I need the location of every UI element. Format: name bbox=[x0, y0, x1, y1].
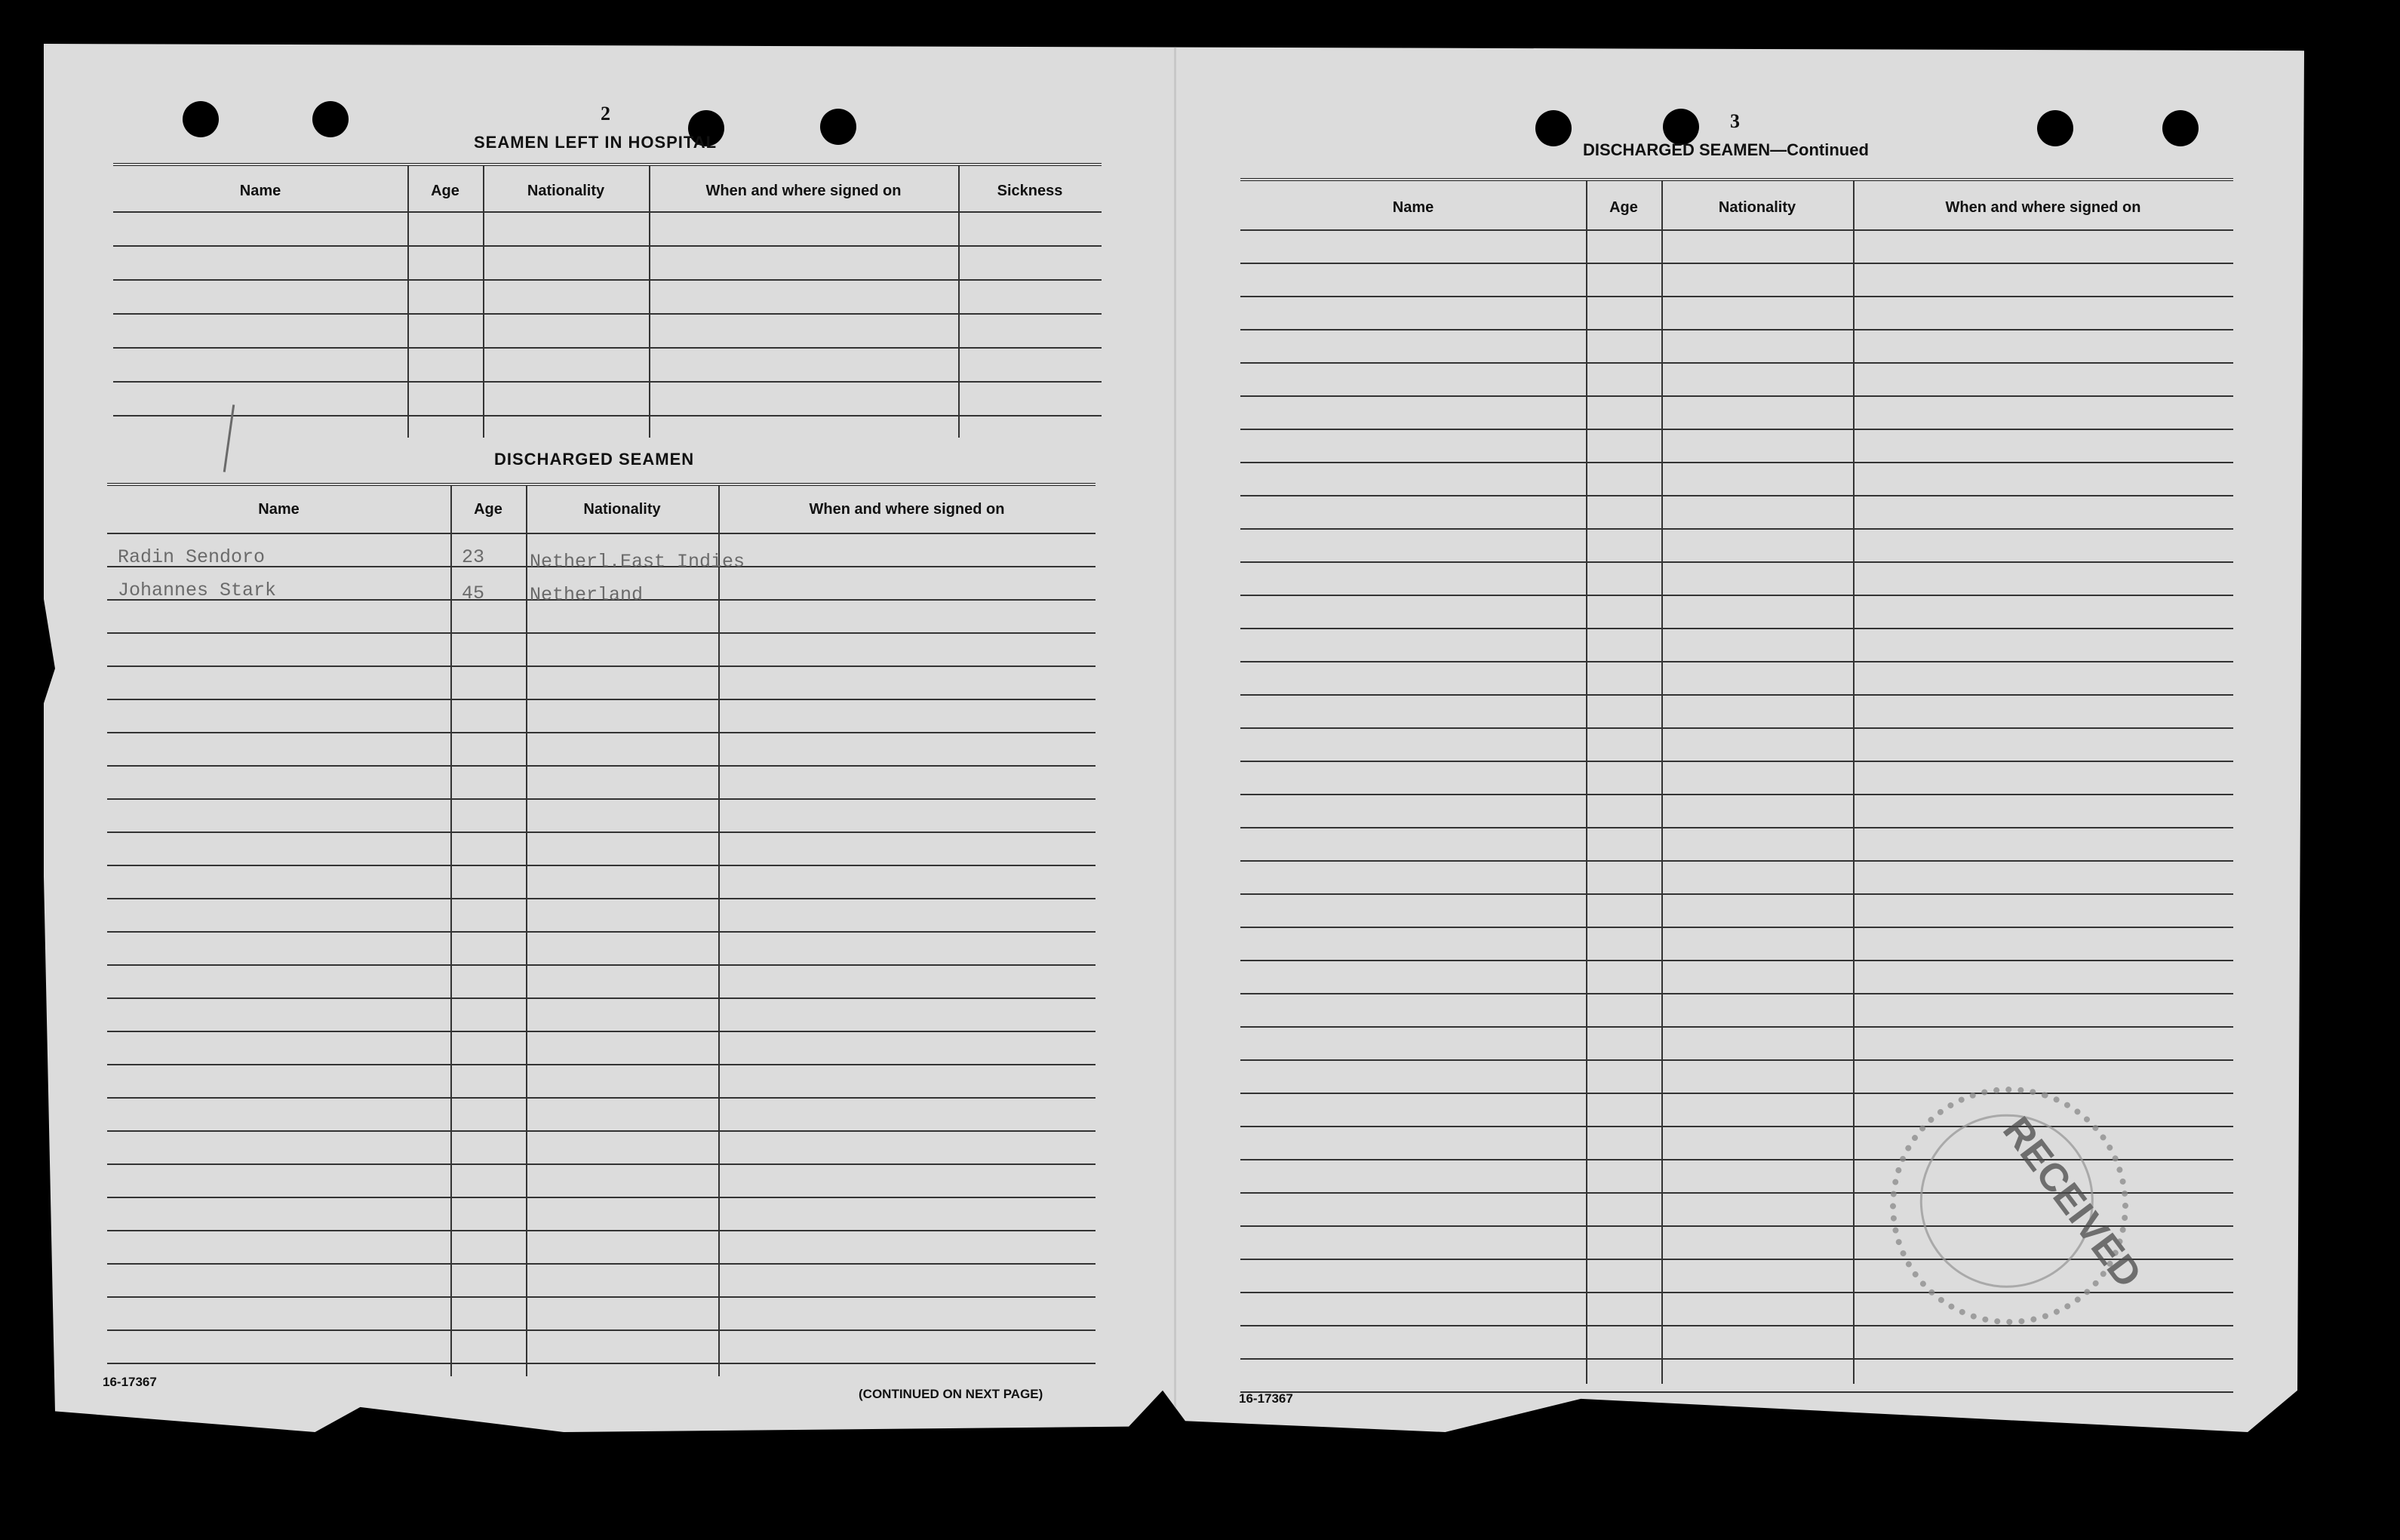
row-rule bbox=[1240, 528, 2233, 530]
row-rule bbox=[107, 699, 1096, 700]
column-divider bbox=[407, 166, 409, 438]
row-rule bbox=[113, 279, 1102, 281]
row-rule bbox=[107, 1197, 1096, 1198]
seaman-nationality: Netherland bbox=[530, 584, 644, 606]
seaman-name: Radin Sendoro bbox=[118, 546, 266, 568]
row-rule bbox=[107, 1097, 1096, 1099]
row-rule bbox=[113, 313, 1102, 315]
row-rule bbox=[107, 632, 1096, 634]
punch-hole bbox=[2037, 110, 2073, 146]
row-rule bbox=[107, 1031, 1096, 1032]
row-rule bbox=[1240, 727, 2233, 729]
continued-note: (CONTINUED ON NEXT PAGE) bbox=[859, 1387, 1043, 1401]
row-rule bbox=[1240, 495, 2233, 496]
row-rule bbox=[107, 964, 1096, 966]
column-divider bbox=[649, 166, 650, 438]
column-header-nationality: Nationality bbox=[583, 501, 661, 518]
column-header-name: Name bbox=[1392, 199, 1434, 216]
row-rule bbox=[1240, 462, 2233, 463]
row-rule bbox=[1240, 661, 2233, 662]
column-divider bbox=[958, 166, 960, 438]
punch-hole bbox=[1663, 109, 1699, 145]
row-rule bbox=[107, 1363, 1096, 1364]
form-number: 16-17367 bbox=[1239, 1391, 1293, 1406]
punch-hole bbox=[183, 101, 219, 137]
page-number: 3 bbox=[1730, 110, 1740, 132]
column-header-nationality: Nationality bbox=[527, 183, 605, 199]
row-rule bbox=[1240, 794, 2233, 795]
row-rule bbox=[1240, 561, 2233, 563]
row-rule bbox=[113, 245, 1102, 247]
row-rule bbox=[107, 997, 1096, 999]
seaman-name: Johannes Stark bbox=[118, 579, 277, 601]
row-rule bbox=[113, 211, 1102, 213]
column-header-age: Age bbox=[474, 501, 502, 518]
row-rule bbox=[1240, 761, 2233, 762]
row-rule bbox=[107, 533, 1096, 534]
column-header-age: Age bbox=[1609, 199, 1638, 216]
hospital-section-title: SEAMEN LEFT IN HOSPITAL bbox=[474, 133, 718, 152]
row-rule bbox=[1240, 827, 2233, 828]
column-divider bbox=[483, 166, 484, 438]
row-rule bbox=[107, 831, 1096, 833]
row-rule bbox=[107, 1329, 1096, 1331]
row-rule bbox=[1240, 362, 2233, 364]
seaman-age: 23 bbox=[462, 546, 485, 568]
row-rule bbox=[113, 381, 1102, 383]
row-rule bbox=[1240, 993, 2233, 994]
column-header-signed-on: When and where signed on bbox=[705, 183, 902, 199]
row-rule bbox=[107, 732, 1096, 733]
row-rule bbox=[1240, 329, 2233, 330]
row-rule bbox=[107, 798, 1096, 800]
discharged-table bbox=[107, 483, 1096, 1376]
page-number: 2 bbox=[601, 103, 610, 124]
discharged-section-title: DISCHARGED SEAMEN bbox=[494, 450, 695, 469]
row-rule bbox=[1240, 1325, 2233, 1326]
punch-hole bbox=[820, 109, 856, 145]
row-rule bbox=[107, 1064, 1096, 1065]
row-rule bbox=[107, 898, 1096, 899]
row-rule bbox=[1240, 1391, 2233, 1393]
row-rule bbox=[107, 765, 1096, 767]
column-header-name: Name bbox=[239, 183, 281, 199]
form-number: 16-17367 bbox=[103, 1375, 157, 1389]
stamp-text: RECEIVED bbox=[1994, 1108, 2150, 1296]
row-rule bbox=[1240, 960, 2233, 961]
row-rule bbox=[107, 1296, 1096, 1298]
punch-hole bbox=[1535, 110, 1572, 146]
seaman-nationality: Netherl.East Indies bbox=[530, 551, 745, 573]
row-rule bbox=[1240, 395, 2233, 397]
row-rule bbox=[1240, 595, 2233, 596]
row-rule bbox=[1240, 694, 2233, 696]
row-rule bbox=[1240, 229, 2233, 231]
row-rule bbox=[1240, 1093, 2233, 1094]
column-header-age: Age bbox=[431, 183, 459, 199]
column-header-name: Name bbox=[258, 501, 300, 518]
row-rule bbox=[1240, 1358, 2233, 1360]
row-rule bbox=[1240, 628, 2233, 629]
row-rule bbox=[1240, 893, 2233, 895]
row-rule bbox=[1240, 429, 2233, 430]
row-rule bbox=[113, 415, 1102, 417]
row-rule bbox=[107, 865, 1096, 866]
row-rule bbox=[1240, 927, 2233, 928]
hospital-table bbox=[113, 163, 1102, 438]
punch-hole bbox=[2162, 110, 2199, 146]
column-header-sickness: Sickness bbox=[997, 183, 1063, 199]
row-rule bbox=[107, 931, 1096, 933]
row-rule bbox=[107, 1263, 1096, 1265]
row-rule bbox=[1240, 860, 2233, 862]
center-fold bbox=[1174, 44, 1176, 1432]
seaman-age: 45 bbox=[462, 582, 485, 604]
row-rule bbox=[113, 347, 1102, 349]
row-rule bbox=[1240, 296, 2233, 297]
row-rule bbox=[107, 1230, 1096, 1231]
row-rule bbox=[1240, 1059, 2233, 1061]
column-header-signed-on: When and where signed on bbox=[809, 501, 1005, 518]
column-header-nationality: Nationality bbox=[1718, 199, 1796, 216]
row-rule bbox=[1240, 1026, 2233, 1028]
row-rule bbox=[107, 1163, 1096, 1165]
punch-hole bbox=[312, 101, 349, 137]
row-rule bbox=[107, 1130, 1096, 1132]
discharged-continued-title: DISCHARGED SEAMEN—Continued bbox=[1583, 140, 1869, 159]
row-rule bbox=[1240, 263, 2233, 264]
column-header-signed-on: When and where signed on bbox=[1945, 199, 2141, 216]
row-rule bbox=[107, 665, 1096, 667]
